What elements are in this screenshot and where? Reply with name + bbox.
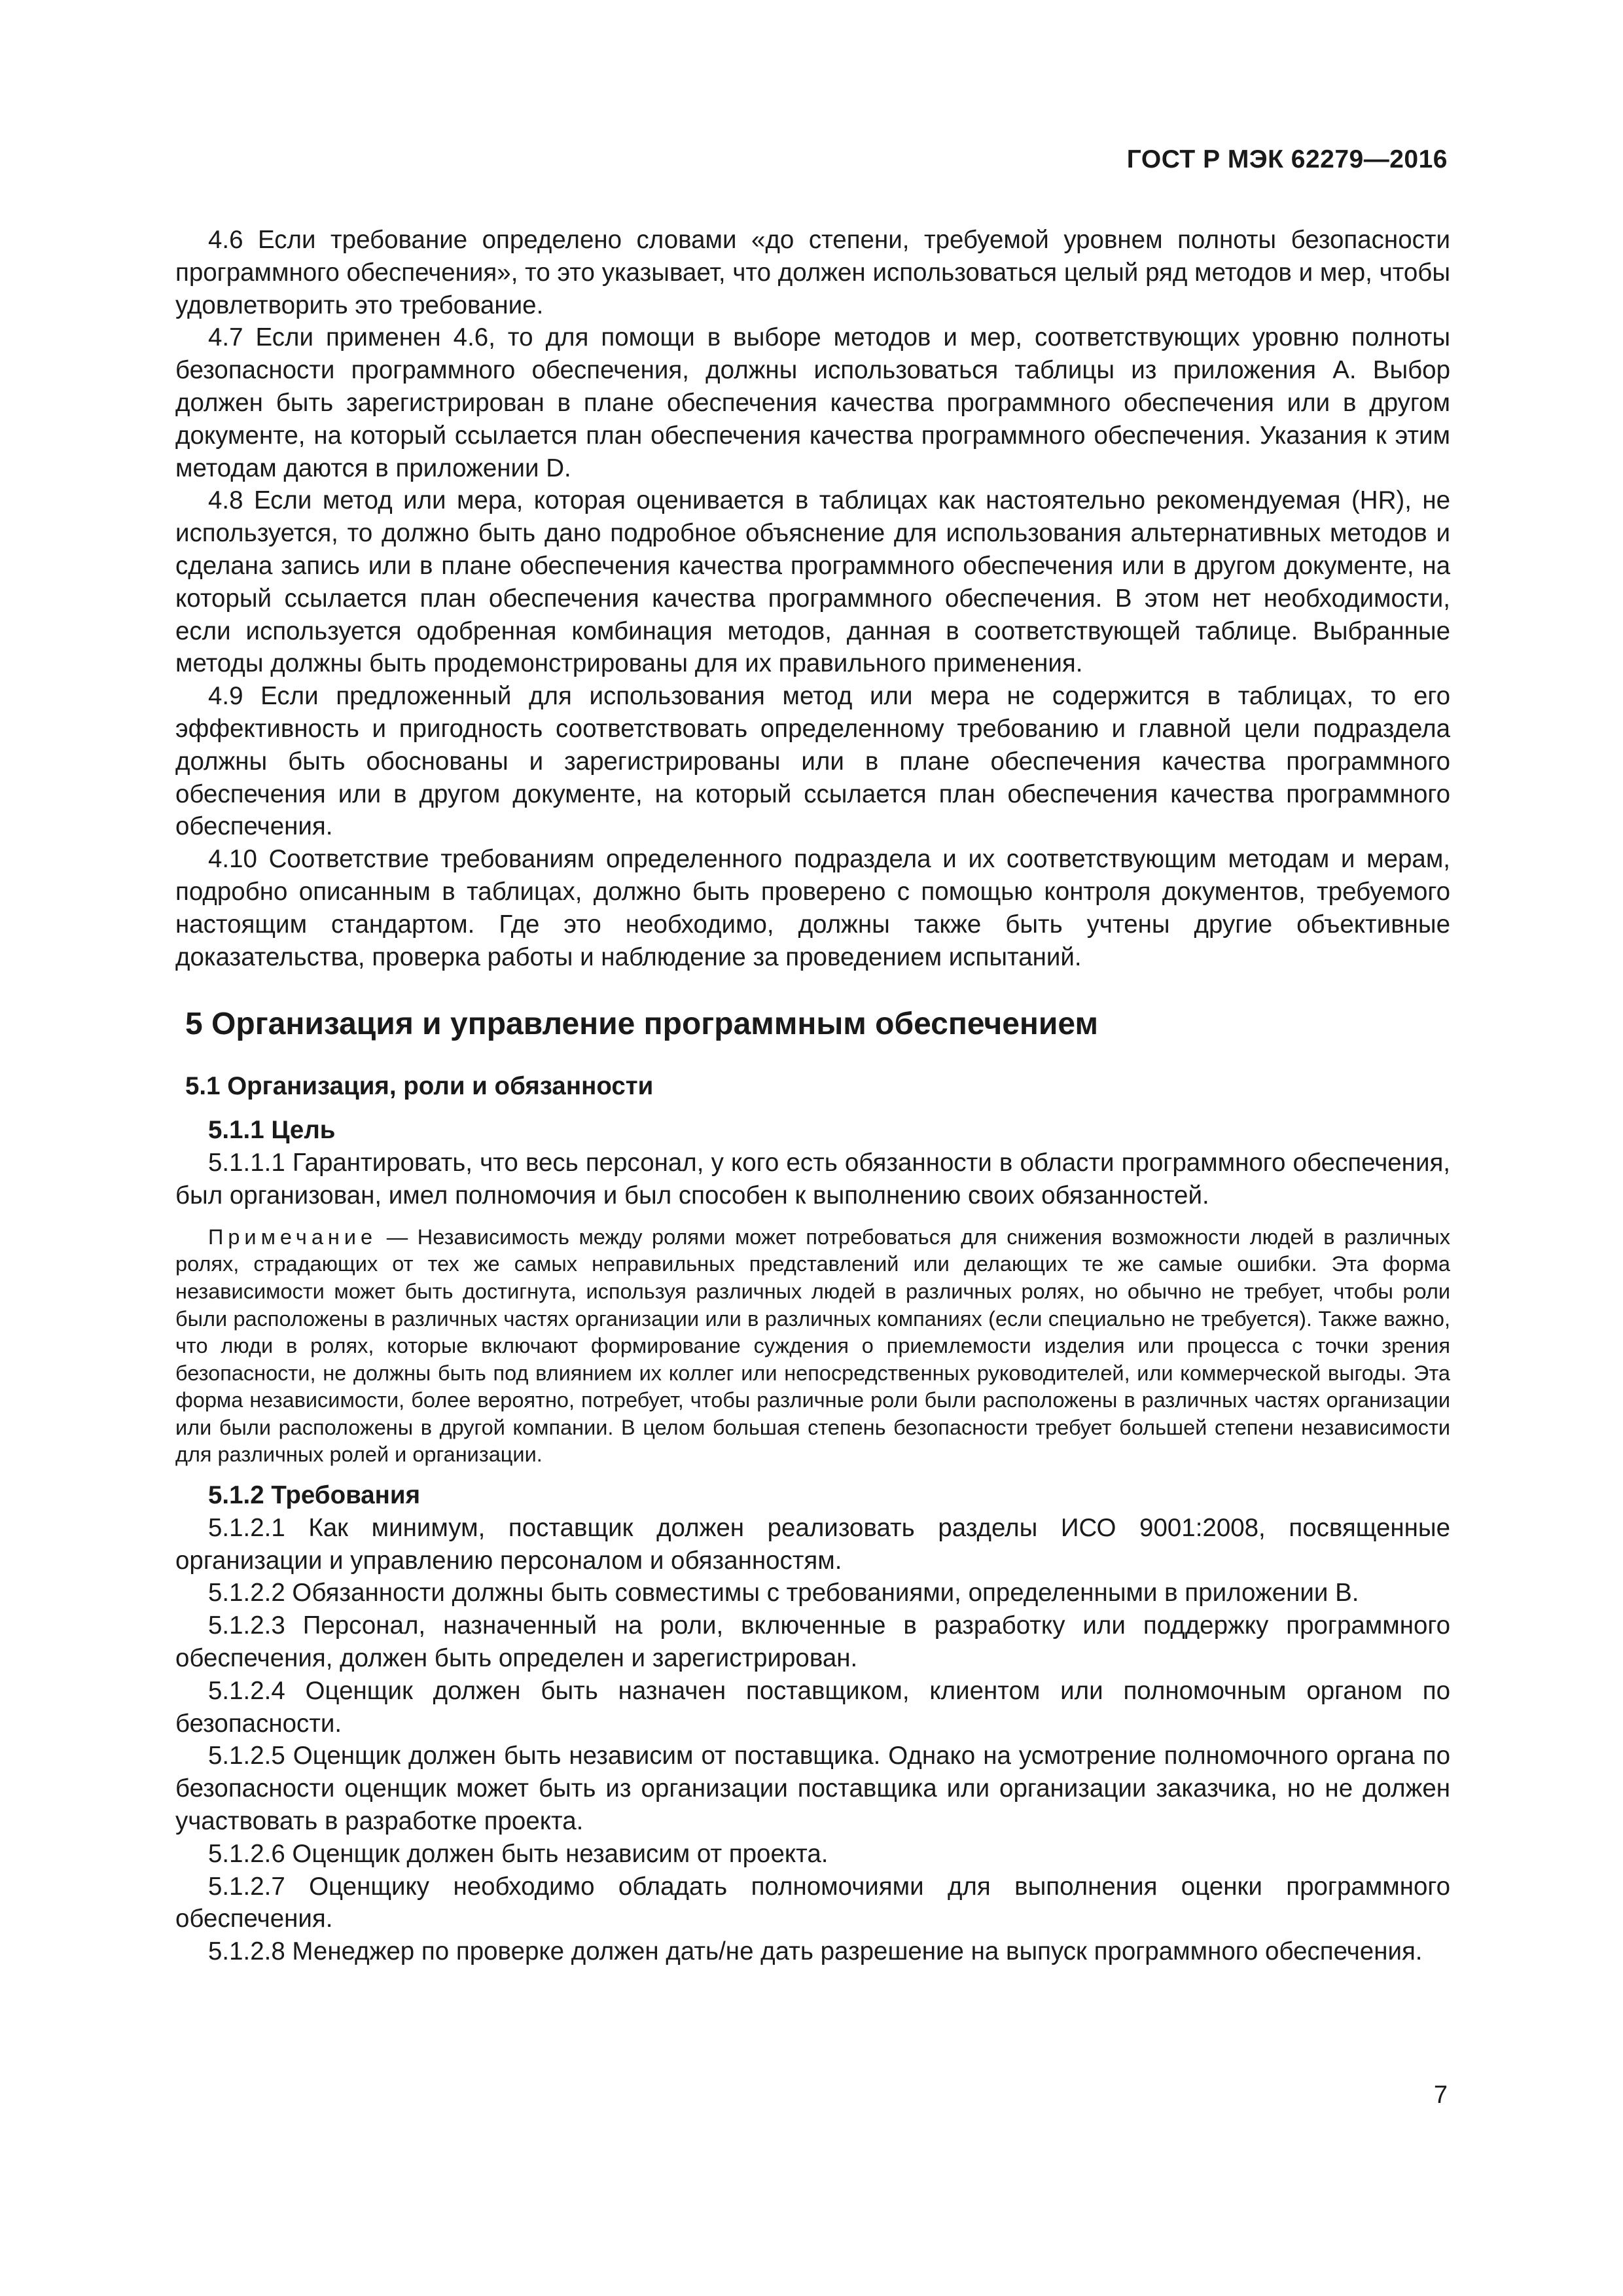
paragraph-5-1-2-2: 5.1.2.2 Обязанности должны быть совместимы с требованиями, определенными в приложении В. bbox=[208, 1579, 1359, 1607]
paragraph-5-1-1-1: 5.1.1.1 Гарантировать, что весь персонал, у кого есть обязанности в области программного обеспечения, был организован, имел полномочия и был способен к выполнению своих обязанностей. bbox=[175, 1149, 1450, 1210]
document-header: ГОСТ Р МЭК 62279—2016 bbox=[1126, 145, 1448, 173]
note-label: Примечание bbox=[208, 1225, 378, 1249]
paragraph-5-1-2-7: 5.1.2.7 Оценщику необходимо обладать полномочиями для выполнения оценки программного обеспечения. bbox=[175, 1872, 1450, 1933]
paragraph-5-1-2-5: 5.1.2.5 Оценщик должен быть независим от поставщика. Однако на усмотрение полномочного органа по безопасности оценщик может быть из организации поставщика или организации заказчика, но не должен участвовать в разработке проекта. bbox=[175, 1742, 1450, 1836]
paragraph-4-10: 4.10 Соответствие требованиям определенного подраздела и их соответствующим методам и мерам, подробно описанным в таблицах, должно быть проверено с помощью контроля документов, требуемого настоящим стандартом. Где это необходимо, должны также быть учтены другие объективные доказательства, проверка работы и наблюдение за проведением испытаний. bbox=[175, 845, 1450, 971]
paragraph-5-1-2-1: 5.1.2.1 Как минимум, поставщик должен реализовать разделы ИСО 9001:2008, посвященные организации и управлению персоналом и обязанностям. bbox=[175, 1513, 1450, 1575]
page-content bbox=[175, 224, 1450, 1968]
paragraph-4-7: 4.7 Если применен 4.6, то для помощи в выборе методов и мер, соответствующих уровню полноты безопасности программного обеспечения, должны использоваться таблицы из приложения А. Выбор должен быть зарегистрирован в плане обеспечения качества программного обеспечения или в другом документе, на который ссылается план обеспечения качества программного обеспечения. Указания к этим методам даются в приложении D. bbox=[175, 323, 1450, 482]
paragraph-4-8: 4.8 Если метод или мера, которая оценивается в таблицах как настоятельно рекомендуемая (HR), не используется, то должно быть дано подробное объяснение для использования альтернативных методов и сделана запись или в плане обеспечения качества программного обеспечения или в другом документе, на который ссылается план обеспечения качества программного обеспечения. В этом нет необходимости, если используется одобренная комбинация методов, данная в соответствующей таблице. Выбранные методы должны быть продемонстрированы для их правильного применения. bbox=[175, 486, 1450, 678]
page-number: 7 bbox=[1433, 2081, 1448, 2109]
subsection-5-1-2-title: 5.1.2 Требования bbox=[208, 1481, 421, 1510]
paragraph-5-1-2-3: 5.1.2.3 Персонал, назначенный на роли, включенные в разработку или поддержку программного обеспечения, должен быть определен и зарегистрирован. bbox=[175, 1611, 1450, 1673]
subsection-5-1-1-title: 5.1.1 Цель bbox=[208, 1116, 336, 1145]
subsection-5-1-title: 5.1 Организация, роли и обязанности bbox=[185, 1072, 654, 1101]
paragraph-5-1-2-4: 5.1.2.4 Оценщик должен быть назначен поставщиком, клиентом или полномочным органом по безопасности. bbox=[175, 1676, 1450, 1738]
section-5-title: 5 Организация и управление программным обеспечением bbox=[185, 1007, 1098, 1042]
note-paragraph bbox=[175, 1224, 1450, 1469]
paragraph-5-1-2-6: 5.1.2.6 Оценщик должен быть независим от проекта. bbox=[208, 1839, 829, 1868]
note-text: — Независимость между ролями может потребоваться для снижения возможности людей в различных ролях, страдающих от тех же самых неправильных представлений или делающих те же самые ошибки. Эта форма независимости может быть достигнута, используя различных людей в различных ролях, но обычно не требует, чтобы роли были расположены в различных частях организации или в различных компаниях (если специально не требуется). Также важно, что люди в ролях, которые включают формирование суждения о приемлемости изделия или процесса с точки зрения безопасности, не должны быть под влиянием их коллег или непосредственных руководителей, или коммерческой выгоды. Эта форма независимости, более вероятно, потребует, чтобы различные роли были расположены в различных частях организации или были расположены в другой компании. В целом большая степень безопасности требует большей степени независимости для различных ролей и организации. bbox=[175, 1225, 1450, 1467]
paragraph-4-6: 4.6 Если требование определено словами «до степени, требуемой уровнем полноты безопасности программного обеспечения», то это указывает, что должен использоваться целый ряд методов и мер, чтобы удовлетворить это требование. bbox=[175, 226, 1450, 319]
paragraph-4-9: 4.9 Если предложенный для использования метод или мера не содержится в таблицах, то его эффективность и пригодность соответствовать определенному требованию и главной цели подраздела должны быть обоснованы и зарегистрированы или в плане обеспечения качества программного обеспечения или в другом документе, на который ссылается план обеспечения качества программного обеспечения. bbox=[175, 682, 1450, 841]
paragraph-5-1-2-8: 5.1.2.8 Менеджер по проверке должен дать/не дать разрешение на выпуск программного обеспечения. bbox=[208, 1937, 1423, 1966]
